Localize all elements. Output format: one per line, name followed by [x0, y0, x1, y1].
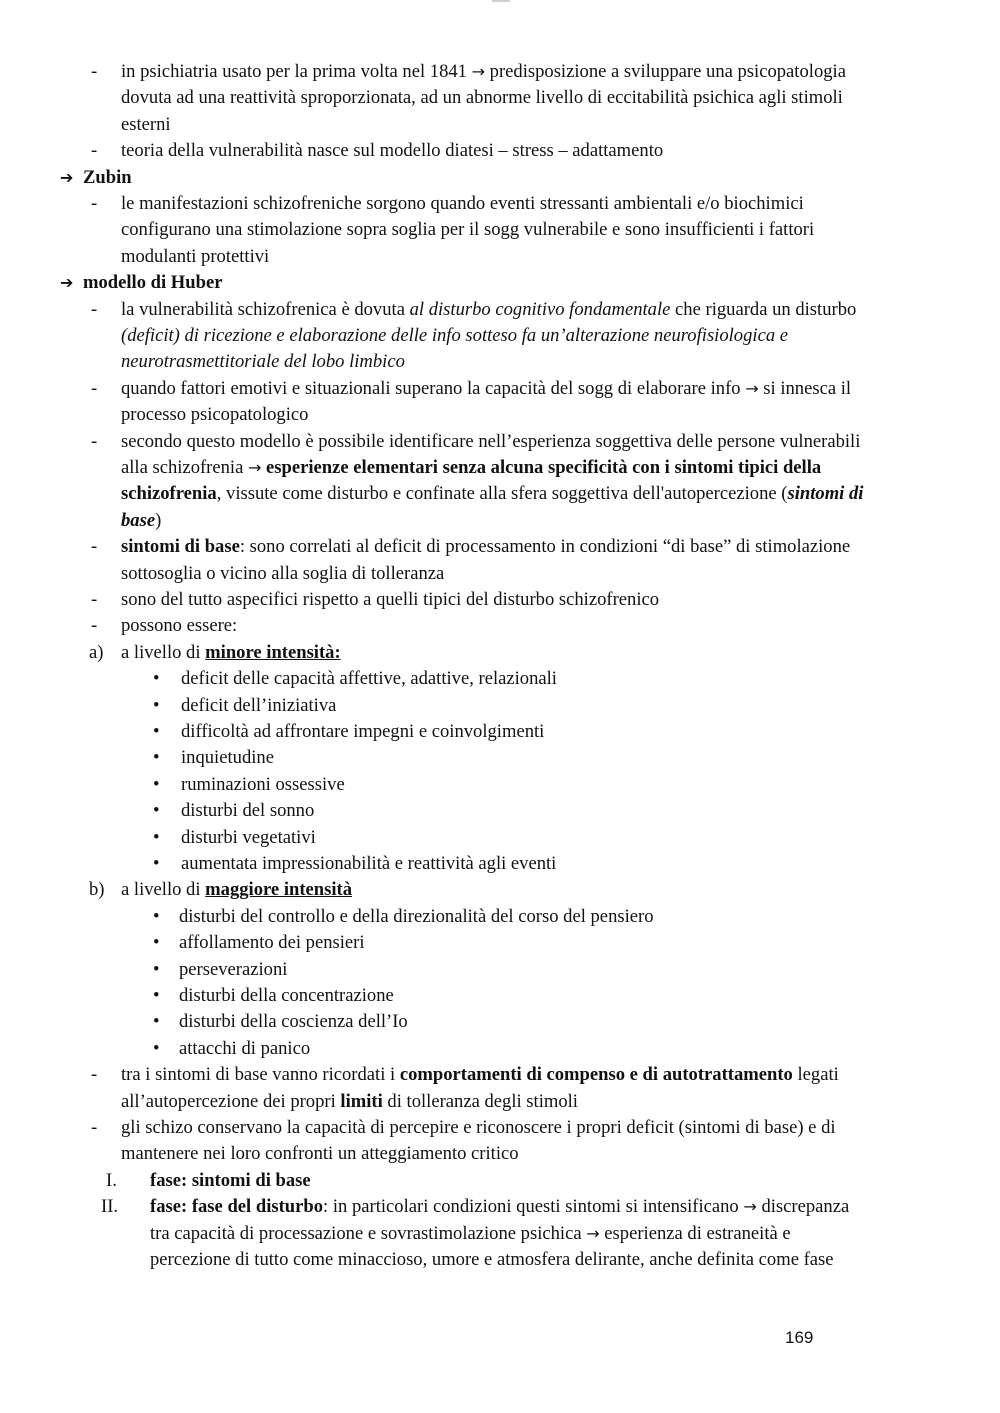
text-run: all’autopercezione dei propri: [121, 1090, 341, 1112]
text-run: tra i sintomi di base vanno ricordati i: [121, 1064, 400, 1086]
arrow-icon: →: [471, 62, 486, 81]
bullet-marker: •: [153, 694, 160, 716]
text-line: [150, 1194, 849, 1220]
text-line: [181, 666, 557, 692]
text-run: disturbi della coscienza dell’Io: [179, 1011, 408, 1033]
list-marker: I.: [106, 1169, 117, 1191]
text-run: attacchi di panico: [179, 1037, 311, 1059]
text-line: [121, 191, 804, 217]
list-marker: a): [89, 641, 104, 663]
bullet-marker: •: [153, 721, 160, 742]
text-run: sono del tutto aspecifici rispetto a quelli tipici del disturbo schizofrenico: [121, 589, 660, 610]
text-run: predisposizione a sviluppare una psicopatologia: [485, 61, 846, 82]
text-run: mantenere nei loro confronti un atteggiamento critico: [121, 1143, 519, 1165]
text-run: schizofrenia: [121, 483, 217, 505]
text-line: [181, 772, 345, 798]
text-run: secondo questo modello è possibile identificare nell’esperienza soggettiva delle persone vulnerabili: [121, 430, 861, 452]
text-line: [121, 1062, 839, 1088]
text-run: fase: fase del disturbo: [150, 1196, 324, 1218]
section-heading: modello di Huber: [83, 272, 223, 294]
text-run: configurano una stimolazione sopra soglia per il sogg vulnerabile e sono insufficienti i fattori: [121, 219, 815, 241]
text-line: [181, 825, 316, 851]
bullet-marker: •: [153, 747, 160, 769]
bullet-marker: •: [153, 932, 160, 954]
text-run: perseverazioni: [179, 958, 288, 980]
list-marker: -: [91, 61, 98, 82]
text-line: [121, 481, 863, 507]
text-line: [121, 508, 161, 534]
text-run: discrepanza: [756, 1196, 850, 1218]
text-line: [121, 1089, 578, 1115]
text-line: [121, 561, 444, 587]
text-run: , vissute come disturbo e confinate alla sfera soggettiva dell'autopercezione (: [216, 483, 788, 505]
list-marker: -: [91, 140, 98, 162]
text-line: [121, 59, 846, 85]
text-run: si innesca il: [758, 377, 852, 399]
text-line: [121, 1115, 836, 1141]
text-run: alla schizofrenia: [121, 457, 248, 478]
text-line: [121, 877, 352, 903]
text-run: tra capacità di processazione e sovrastimolazione psichica: [150, 1222, 587, 1244]
text-line: [121, 217, 814, 243]
list-marker: -: [91, 615, 98, 637]
text-run: deficit delle capacità affettive, adattive, relazionali: [181, 668, 557, 690]
text-run: esterni: [121, 113, 171, 135]
text-run: al disturbo cognitivo fondamentale: [409, 298, 671, 320]
text-line: [150, 1168, 311, 1194]
text-run: percezione di tutto come minaccioso, umore e atmosfera delirante, anche definita come fase: [150, 1249, 834, 1270]
text-line: [121, 429, 860, 455]
section-heading: Zubin: [83, 166, 132, 188]
text-line: [121, 138, 663, 164]
text-run: sintomi di: [787, 483, 864, 505]
text-run: teoria della vulnerabilità nasce sul modello diatesi – stress – adattamento: [121, 140, 664, 162]
text-run: : sono correlati al deficit di processamento in condizioni “di base” di stimolazione: [239, 536, 851, 558]
list-marker: -: [91, 589, 98, 610]
text-run: maggiore intensità: [205, 879, 353, 901]
text-line: [121, 455, 821, 481]
text-line: [121, 640, 341, 666]
text-run: quando fattori emotivi e situazionali superano la capacità del sogg di elaborare info: [121, 377, 746, 399]
text-run: disturbi vegetativi: [181, 826, 316, 848]
list-marker: -: [91, 536, 98, 558]
text-run: fase: sintomi di base: [150, 1169, 311, 1191]
text-run: gli schizo conservano la capacità di percepire e riconoscere i propri deficit (sintomi di base) e di: [121, 1117, 836, 1138]
text-line: [179, 1036, 310, 1062]
bullet-marker: •: [153, 826, 160, 848]
text-run: disturbi del controllo e della direzionalità del corso del pensiero: [179, 905, 654, 927]
text-line: [181, 719, 544, 745]
text-run: legati: [792, 1064, 839, 1086]
text-line: [121, 376, 851, 402]
text-run: ): [155, 509, 162, 531]
text-line: [121, 613, 237, 639]
text-line: [121, 402, 308, 428]
list-marker: -: [91, 377, 98, 399]
text-run: esperienze elementari senza alcuna specificità con i sintomi tipici della: [261, 457, 822, 478]
text-run: deficit dell’iniziativa: [181, 694, 337, 716]
text-run: che riguarda un disturbo: [670, 298, 857, 320]
list-marker: II.: [101, 1196, 119, 1218]
text-line: [121, 349, 405, 375]
text-line: [121, 1141, 519, 1167]
text-run: la vulnerabilità schizofrenica è dovuta: [121, 298, 410, 320]
text-run: neurotrasmettitoriale del lobo limbico: [121, 351, 405, 373]
bullet-marker: •: [153, 668, 160, 690]
bullet-marker: •: [153, 905, 160, 927]
list-marker: -: [91, 1117, 98, 1138]
text-run: : in particolari condizioni questi sintomi si intensificano: [323, 1196, 744, 1218]
bullet-marker: •: [153, 800, 160, 822]
text-run: inquietudine: [181, 747, 274, 769]
text-line: [150, 1247, 834, 1273]
text-line: [181, 693, 336, 719]
text-line: [181, 798, 314, 824]
text-line: [121, 534, 850, 560]
bullet-marker: •: [153, 773, 160, 795]
list-marker: -: [91, 1064, 98, 1086]
text-line: [121, 587, 659, 613]
text-run: disturbi della concentrazione: [179, 985, 394, 1006]
text-line: [121, 112, 171, 138]
text-line: [150, 1221, 791, 1247]
text-run: sintomi di base: [121, 536, 240, 558]
text-line: [121, 297, 856, 323]
text-run: sottosoglia o vicino alla soglia di tolleranza: [121, 562, 445, 584]
list-marker: b): [89, 879, 105, 901]
text-run: processo psicopatologico: [121, 404, 309, 426]
text-run: possono essere:: [121, 615, 238, 637]
text-line: [179, 904, 654, 930]
list-marker: -: [91, 298, 98, 320]
arrow-icon: →: [743, 1197, 757, 1217]
text-run: affollamento dei pensieri: [179, 932, 365, 954]
bullet-marker: •: [153, 1011, 160, 1033]
text-run: modulanti protettivi: [121, 245, 270, 267]
text-line: [181, 745, 274, 771]
bullet-marker: •: [153, 853, 160, 874]
text-line: [121, 244, 269, 270]
text-run: difficoltà ad affrontare impegni e coinvolgimenti: [181, 721, 545, 742]
text-run: esperienza di estraneità e: [599, 1222, 791, 1244]
list-marker: -: [91, 430, 98, 452]
text-run: minore intensità:: [205, 641, 341, 663]
text-run: disturbi del sonno: [181, 800, 315, 822]
arrow-marker: ➔: [60, 273, 74, 293]
text-line: [121, 323, 788, 349]
text-line: [179, 957, 287, 983]
text-run: comportamenti di compenso e di autotrattamento: [399, 1064, 793, 1086]
header-mark: [492, 0, 510, 2]
text-run: a livello di: [121, 879, 206, 901]
text-run: in psichiatria usato per la prima volta nel 1841: [121, 61, 472, 82]
text-line: [179, 1009, 408, 1035]
text-line: [121, 85, 843, 111]
text-run: (deficit) di ricezione e elaborazione delle info sotteso fa un’alterazione neurofisiologica e: [121, 325, 789, 346]
text-run: limiti: [340, 1090, 383, 1112]
text-run: aumentata impressionabilità e reattività agli eventi: [181, 853, 557, 874]
text-run: di tolleranza degli stimoli: [382, 1090, 578, 1112]
arrow-icon: →: [745, 378, 759, 398]
text-line: [179, 930, 365, 956]
bullet-marker: •: [153, 985, 160, 1006]
arrow-marker: ➔: [60, 167, 74, 187]
text-run: a livello di: [121, 641, 206, 663]
arrow-icon: →: [586, 1223, 600, 1243]
bullet-marker: •: [153, 1037, 160, 1059]
page-number: 169: [785, 1328, 814, 1347]
text-run: le manifestazioni schizofreniche sorgono quando eventi stressanti ambientali e/o biochimici: [121, 193, 804, 214]
text-run: dovuta ad una reattività sproporzionata, ad un abnorme livello di eccitabilità psichica agli stimoli: [121, 87, 843, 109]
bullet-marker: •: [153, 958, 160, 980]
text-run: base: [121, 509, 156, 531]
text-line: [181, 851, 556, 877]
list-marker: -: [91, 193, 98, 214]
text-run: ruminazioni ossessive: [181, 773, 345, 795]
arrow-icon: →: [248, 458, 262, 477]
text-line: [179, 983, 394, 1009]
